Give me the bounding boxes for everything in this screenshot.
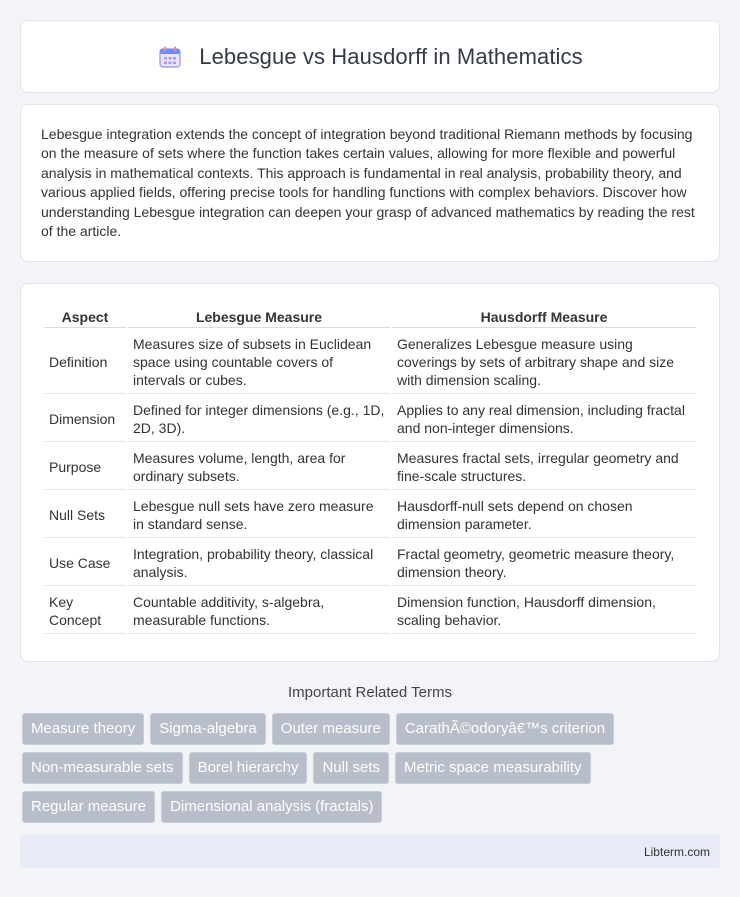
row-lebesgue: Integration, probability theory, classical analysis.: [128, 540, 390, 586]
header-lebesgue: Lebesgue Measure: [128, 306, 390, 328]
calendar-icon: [157, 44, 183, 70]
row-aspect: Null Sets: [44, 492, 126, 538]
row-lebesgue: Countable additivity, s-algebra, measurable functions.: [128, 588, 390, 634]
tag-measure-theory[interactable]: Measure theory: [22, 713, 144, 745]
row-aspect: Use Case: [44, 540, 126, 586]
table-row: [44, 492, 696, 538]
tag-non-measurable-sets[interactable]: Non-measurable sets: [22, 752, 183, 784]
row-hausdorff: Hausdorff-null sets depend on chosen dimension parameter.: [392, 492, 696, 538]
row-lebesgue: Measures size of subsets in Euclidean space using countable covers of intervals or cubes.: [128, 330, 390, 394]
related-tags: [20, 713, 720, 823]
row-hausdorff: Generalizes Lebesgue measure using coverings by sets of arbitrary shape and size with dimension scaling.: [392, 330, 696, 394]
row-lebesgue: Lebesgue null sets have zero measure in standard sense.: [128, 492, 390, 538]
title-card: [20, 20, 720, 93]
table-row: [44, 540, 696, 586]
tag-null-sets[interactable]: Null sets: [313, 752, 389, 784]
comparison-card: [20, 283, 720, 662]
tag-dimensional-analysis[interactable]: Dimensional analysis (fractals): [161, 791, 382, 823]
row-aspect: Key Concept: [44, 588, 126, 634]
table-row: [44, 444, 696, 490]
intro-card: [20, 104, 720, 262]
row-hausdorff: Dimension function, Hausdorff dimension, scaling behavior.: [392, 588, 696, 634]
related-terms-section: [20, 684, 720, 823]
tag-metric-space-measurability[interactable]: Metric space measurability: [395, 752, 591, 784]
related-terms-title: Important Related Terms: [288, 684, 452, 701]
table-header-row: [44, 306, 696, 328]
comparison-table: [42, 304, 698, 636]
tag-caratheodory-criterion[interactable]: CarathÃ©odoryâ€™s criterion: [396, 713, 614, 745]
footer-site-link[interactable]: Libterm.com: [643, 844, 710, 859]
footer: [20, 835, 720, 868]
row-aspect: Definition: [44, 330, 126, 394]
row-hausdorff: Measures fractal sets, irregular geometry and fine-scale structures.: [392, 444, 696, 490]
row-hausdorff: Applies to any real dimension, including fractal and non-integer dimensions.: [392, 396, 696, 442]
row-lebesgue: Defined for integer dimensions (e.g., 1D, 2D, 3D).: [128, 396, 390, 442]
header-aspect: Aspect: [44, 306, 126, 328]
page-title: Lebesgue vs Hausdorff in Mathematics: [199, 43, 583, 69]
table-row: [44, 330, 696, 394]
tag-regular-measure[interactable]: Regular measure: [22, 791, 155, 823]
tag-sigma-algebra[interactable]: Sigma-algebra: [150, 713, 266, 745]
row-aspect: Dimension: [44, 396, 126, 442]
row-hausdorff: Fractal geometry, geometric measure theory, dimension theory.: [392, 540, 696, 586]
row-aspect: Purpose: [44, 444, 126, 490]
table-row: [44, 396, 696, 442]
intro-text: Lebesgue integration extends the concept of integration beyond traditional Riemann methods by focusing on the measure of sets where the function takes certain values, allowing for more flexible and powerful analysis in mathematical contexts. This approach is fundamental in real analysis, probability theory, and various applied fields, offering precise tools for handling functions with complex behaviors. Discover how understanding Lebesgue integration can deepen your grasp of advanced mathematics by reading the rest of the article.: [41, 126, 695, 240]
tag-outer-measure[interactable]: Outer measure: [272, 713, 390, 745]
header-hausdorff: Hausdorff Measure: [392, 306, 696, 328]
table-row: [44, 588, 696, 634]
tag-borel-hierarchy[interactable]: Borel hierarchy: [189, 752, 308, 784]
row-lebesgue: Measures volume, length, area for ordinary subsets.: [128, 444, 390, 490]
